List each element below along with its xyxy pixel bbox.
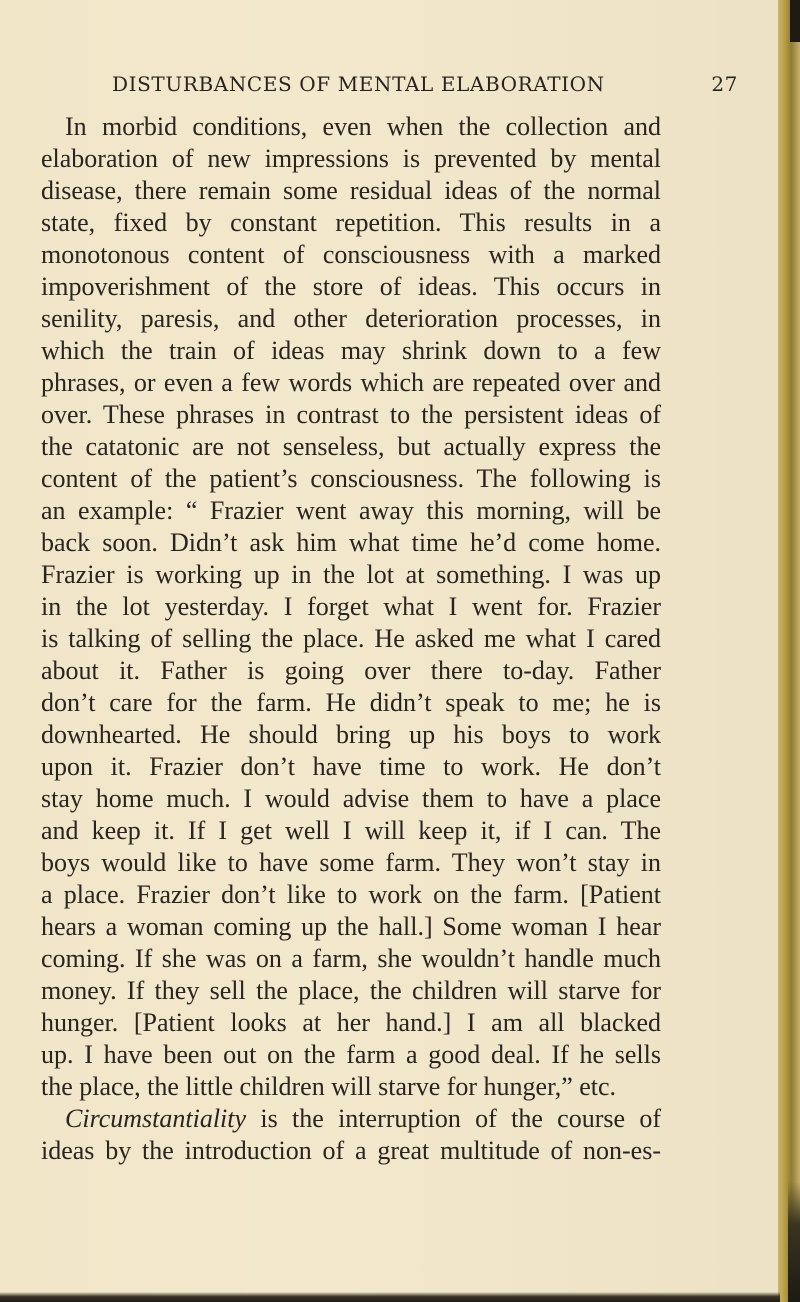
text-line: coming. If she was on a farm, she wouldn’t handle much [41, 944, 661, 973]
body-text [41, 111, 781, 1167]
text-line: ideas by the introduction of a great multitude of non-es- [41, 1136, 661, 1165]
text-line: the place, the little children will starve for hunger,” etc. [41, 1072, 617, 1101]
text-line [41, 1103, 661, 1135]
text-line: elaboration of new impressions is prevented by mental [41, 144, 661, 173]
text-line: an example: “ Frazier went away this morning, will be [41, 496, 661, 525]
text-line: Frazier is working up in the lot at something. I was up [41, 560, 661, 589]
text-line: in the lot yesterday. I forget what I went for. Frazier [41, 592, 661, 621]
text-line: downhearted. He should bring up his boys to work [41, 720, 661, 749]
text-line: back soon. Didn’t ask him what time he’d come home. [41, 528, 661, 557]
text-line: senility, paresis, and other deterioration processes, in [41, 304, 661, 333]
text-line: monotonous content of consciousness with a marked [41, 240, 661, 269]
text-span: is the interruption of the course of [246, 1104, 661, 1133]
text-line: state, fixed by constant repetition. This results in a [41, 208, 661, 237]
page-edge [778, 0, 800, 1302]
text-line: content of the patient’s consciousness. The following is [41, 464, 661, 493]
text-line: which the train of ideas may shrink down to a few [41, 336, 661, 365]
text-line: impoverishment of the store of ideas. This occurs in [41, 272, 661, 301]
text-line: phrases, or even a few words which are repeated over and [41, 368, 661, 397]
text-line: In morbid conditions, even when the collection and [65, 112, 661, 141]
text-line: boys would like to have some farm. They won’t stay in [41, 848, 661, 877]
running-title: DISTURBANCES OF MENTAL ELABORATION [112, 72, 605, 96]
text-line: a place. Frazier don’t like to work on the farm. [Patient [41, 880, 661, 909]
text-line: the catatonic are not senseless, but actually express the [41, 432, 661, 461]
text-line: is talking of selling the place. He asked me what I cared [41, 624, 661, 653]
text-line: and keep it. If I get well I will keep it, if I can. The [41, 816, 661, 845]
text-line: don’t care for the farm. He didn’t speak to me; he is [41, 688, 661, 717]
text-line: about it. Father is going over there to-day. Father [41, 656, 661, 685]
page-edge-shadow-bottom [788, 1182, 800, 1302]
text-line: over. These phrases in contrast to the persistent ideas of [41, 400, 661, 429]
text-line: upon it. Frazier don’t have time to work. He don’t [41, 752, 661, 781]
term-circumstantiality: Circumstantiality [65, 1104, 247, 1133]
text-line: money. If they sell the place, the children will starve for [41, 976, 661, 1005]
text-line: disease, there remain some residual ideas of the normal [41, 176, 661, 205]
text-line: stay home much. I would advise them to have a place [41, 784, 661, 813]
text-line: up. I have been out on the farm a good deal. If he sells [41, 1040, 661, 1069]
page-bottom-shadow [0, 1292, 780, 1302]
text-line: hears a woman coming up the hall.] Some woman I hear [41, 912, 661, 941]
page-number: 27 [711, 72, 738, 96]
text-line: hunger. [Patient looks at her hand.] I am all blacked [41, 1008, 661, 1037]
page-edge-shadow-top [790, 0, 800, 42]
